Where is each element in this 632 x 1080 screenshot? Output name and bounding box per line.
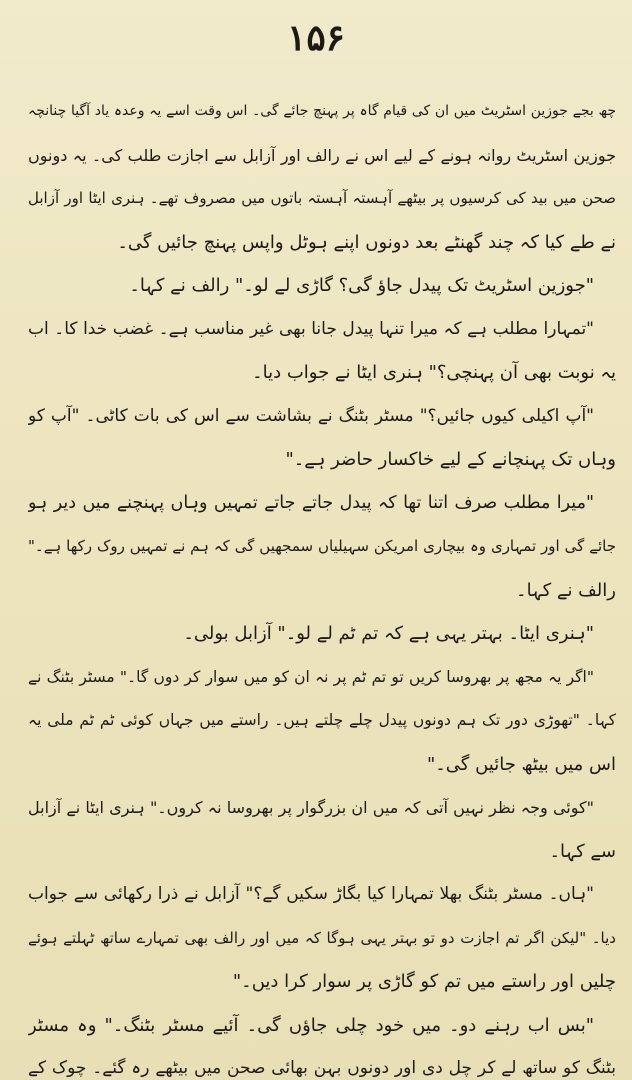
text-line: جائے گی اور تمہاری وہ بیچاری امریکن سہیلیاں سمجھیں گی کہ ہم نے تمہیں روک رکھا ہے۔" [28,537,616,555]
text-line: جوزین اسٹریٹ روانہ ہونے کے لیے اس نے رالف اور آزابل سے اجازت طلب کی۔ یہ دونوں [28,145,616,165]
text-line: بٹنگ کو ساتھ لے کر چل دی اور دونوں بہن بھائی صحن میں بیٹھے رہ گئے۔ چوک کے [28,1058,616,1078]
text-line: صحن میں بید کی کرسیوں پر بیٹھے آہستہ آہستہ باتوں میں مصروف تھے۔ ہنری ایٹا اور آزابل [28,189,616,207]
text-line: اس میں بیٹھ جائیں گی۔" [426,753,616,775]
page-number: ۱۵۶ [286,17,345,59]
text-line: چھ بجے جوزین اسٹریٹ میں ان کی قیام گاہ پر پہنچ جائے گی۔ اس وقت اسے یہ وعدہ یاد آگیا چنانچہ [28,103,616,119]
text-line: کہا۔ "تھوڑی دور تک ہم دونوں پیدل چلے چلتے ہیں۔ راستے میں جہاں کوئی ٹم ٹم ملی یہ [28,711,616,729]
text-line: "بس اب رہنے دو۔ میں خود چلی جاؤں گی۔ آئیے مسٹر بٹنگ۔" وہ مسٹر [28,1014,594,1036]
text-line: "ہاں۔ مسٹر بٹنگ بھلا تمہارا کیا بگاڑ سکیں گے؟" آزابل نے ذرا رکھائی سے جواب [28,884,594,904]
text-line: "تمہارا مطلب ہے کہ میرا تنہا پیدل جانا بھی غیر مناسب ہے۔ غضب خدا کا۔ اب [28,318,594,339]
text-line: رالف نے کہا۔ [516,579,616,601]
body-text [28,90,616,1080]
text-line: "کوئی وجہ نظر نہیں آتی کہ میں ان بزرگوار پر بھروسا نہ کروں۔" ہنری ایٹا نے آزابل [28,798,594,817]
text-line: نے طے کیا کہ چند گھنٹے بعد دونوں اپنے ہوٹل واپس پہنچ جائیں گی۔ [117,231,616,253]
text-line: سے کہا۔ [549,840,616,862]
text-line: "ہنری ایٹا۔ بہتر یہی ہے کہ تم ٹم لے لو۔" آزابل بولی۔ [183,623,594,644]
text-line: "جوزین اسٹریٹ تک پیدل جاؤ گی؟ گاڑی لے لو۔" رالف نے کہا۔ [129,275,594,296]
text-line: "اگر یہ مجھ پر بھروسا کریں تو تم ٹم پر نہ ان کو میں سوار کر دوں گا۔" مسٹر بٹنگ نے [28,667,594,686]
text-line: چلیں اور راستے میں تم کو گاڑی پر سوار کرا دیں۔" [232,971,616,992]
text-line: یہ نوبت بھی آن پہنچی؟" ہنری ایٹا نے جواب دیا۔ [252,362,616,383]
text-line: دیا۔ "لیکن اگر تم اجازت دو تو بہتر یہی ہوگا کہ میں اور رالف بھی تمہارے ساتھ ٹہلتے ہوئے [28,928,616,947]
text-line: وہاں تک پہنچانے کے لیے خاکسار حاضر ہے۔" [285,449,616,470]
text-line: "آپ اکیلی کیوں جائیں؟" مسٹر بٹنگ نے بشاشت سے اس کی بات کاٹی۔ "آپ کو [28,405,594,426]
text-line: "میرا مطلب صرف اتنا تھا کہ پیدل جاتے جاتے تمہیں وہاں پہنچنے میں دیر ہو [28,492,594,513]
